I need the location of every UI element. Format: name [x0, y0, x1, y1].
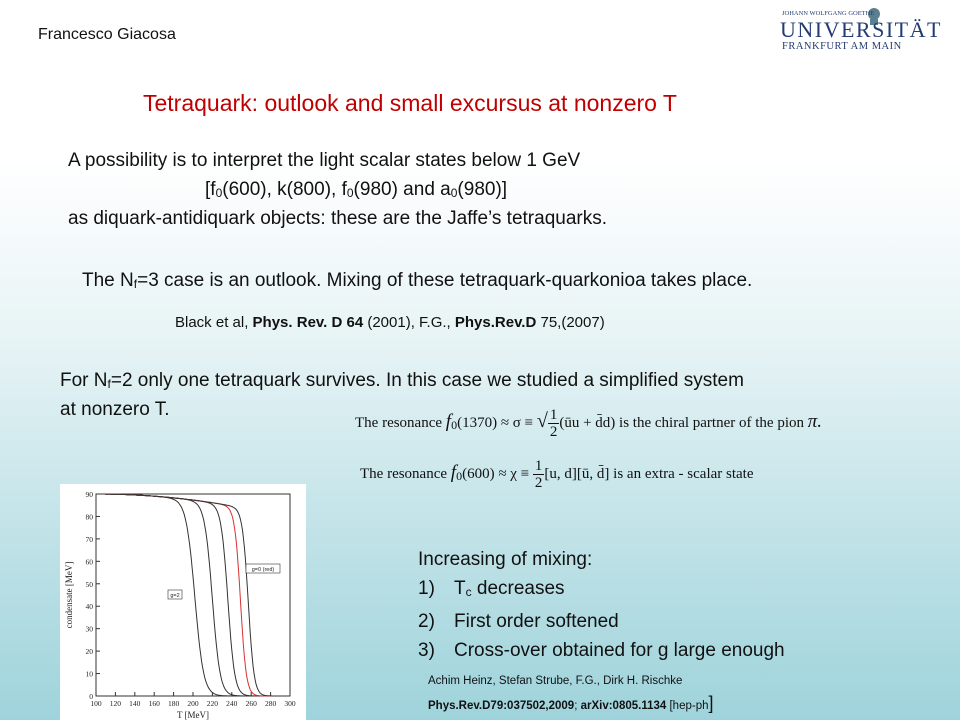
x-tick-label: 260 [245, 699, 257, 708]
x-tick-label: 140 [129, 699, 141, 708]
list-item: 2) First order softened [418, 611, 619, 632]
mixing-list [418, 545, 785, 665]
paragraph-1-line-3: as diquark-antidiquark objects: these are the Jaffe’s tetraquarks. [68, 208, 607, 229]
reference-1: Black et al, Phys. Rev. D 64 (2001), F.G., Phys.Rev.D 75,(2007) [175, 314, 605, 331]
series-line [96, 494, 280, 696]
x-axis-label: T [MeV] [176, 710, 210, 720]
plot-frame [96, 494, 290, 696]
x-tick-label: 160 [148, 699, 160, 708]
legend-label: g=0 (red) [251, 567, 275, 573]
author-name: Francesco Giacosa [38, 26, 176, 43]
x-tick-label: 200 [187, 699, 199, 708]
x-tick-label: 180 [167, 699, 180, 708]
y-tick-label: 90 [85, 490, 93, 499]
paragraph-3-line-2: at nonzero T. [60, 399, 170, 420]
y-tick-label: 70 [85, 534, 93, 544]
reference-2: Achim Heinz, Stefan Strube, F.G., Dirk H. Rischke Phys.Rev.D79:037502,2009; arXiv:0805.1134 [hep-ph] [428, 675, 714, 713]
x-tick-label: 120 [109, 699, 122, 708]
y-axis-label: condensate [MeV] [64, 561, 74, 629]
y-tick-label: 0 [89, 692, 93, 701]
x-tick-label: 100 [90, 699, 102, 708]
condensate-plot [60, 484, 306, 720]
y-tick-label: 40 [85, 602, 93, 612]
list-heading: Increasing of mixing: [418, 549, 593, 570]
paragraph-1-line-2: [$f_0(600)$, k(800), $f_0(980)$ and $a_0(980)$] [205, 179, 508, 200]
paragraph-2: The $N_f=3$ case is an outlook. Mixing of these tetraquark-quarkonioa takes place. [82, 270, 753, 291]
paragraph-3-line-1: For $N_f=2$ only one tetraquark survives. In this case we studied a simplified system [60, 370, 744, 391]
y-tick-label: 20 [85, 647, 93, 657]
logo-sub-text: FRANKFURT AM MAIN [782, 41, 902, 52]
x-tick-label: 300 [284, 699, 296, 708]
y-tick-label: 60 [85, 557, 93, 567]
paragraph-1-line-1: A possibility is to interpret the light scalar states below 1 GeV [68, 150, 581, 171]
list-item: 1) $T_c$ decreases [418, 578, 565, 599]
logo-small-text: JOHANN WOLFGANG GOETHE [782, 10, 875, 17]
x-tick-label: 220 [206, 699, 219, 708]
x-tick-label: 240 [226, 699, 238, 708]
equation-chi: The resonance $f_0(600) \approx \chi$ ≡ $\frac{1}{2}$ [u, d][ū, d̄] is an extra - scalar state [360, 458, 754, 491]
y-tick-label: 30 [85, 624, 93, 634]
list-item: 3) Cross-over obtained for g large enough [418, 640, 785, 661]
slide-title: Tetraquark: outlook and small excursus at nonzero T [143, 90, 677, 116]
y-tick-label: 10 [85, 669, 93, 679]
y-tick-label: 50 [85, 579, 93, 589]
logo-main-text: UNIVERSITÄT [780, 17, 942, 42]
x-tick-label: 280 [264, 699, 277, 708]
y-tick-label: 80 [85, 512, 93, 522]
equation-sigma: The resonance $f_0(1370) \approx \sigma$ ≡ √ $\frac{1}{2}$ (ūu + d̄d) is the chiral partner of the pion π. [355, 407, 823, 440]
legend-label: g=2 [170, 593, 180, 599]
university-logo [778, 6, 948, 52]
